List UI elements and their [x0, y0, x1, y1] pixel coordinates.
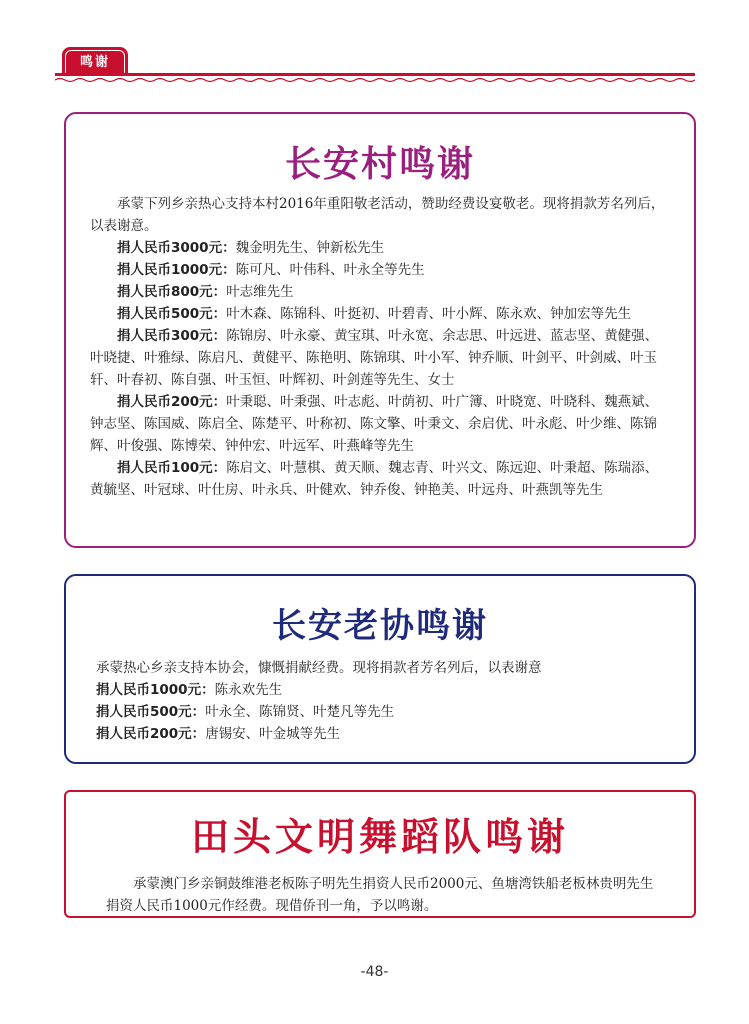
tier-label: 捐人民币1000元：	[96, 682, 215, 698]
donation-tier	[90, 457, 670, 501]
changan-village-thanks-box	[64, 112, 696, 548]
tiantou-dance-team-thanks-box	[64, 790, 696, 918]
section-title: 长安村鸣谢	[284, 144, 475, 185]
tier-names: 魏金明先生、钟新松先生	[235, 240, 385, 256]
tier-names: 唐锡安、叶金城等先生	[205, 726, 341, 742]
intro-paragraph: 承蒙澳门乡亲铜鼓维港老板陈子明先生捐资人民币2000元、鱼塘湾铁船老板林贵明先生捐资人民币1000元作经费。现借侨刊一角，予以鸣谢。	[106, 876, 654, 914]
donation-tier	[90, 391, 670, 457]
section-tab-label: 鸣谢	[79, 54, 110, 70]
tier-names: 叶志维先生	[226, 284, 294, 300]
tier-label: 捐人民币800元：	[117, 284, 227, 300]
section-content	[66, 193, 694, 501]
tier-label: 捐人民币200元：	[117, 394, 227, 410]
tier-label: 捐人民币500元：	[117, 306, 227, 322]
section-title: 田头文明舞蹈队鸣谢	[190, 815, 569, 859]
intro-paragraph: 承蒙下列乡亲热心支持本村2016年重阳敬老活动，赞助经费设宴敬老。现将捐款芳名列后，以表谢意。	[90, 196, 665, 234]
header-rule	[55, 73, 695, 76]
donation-tier	[96, 701, 670, 723]
section-title: 长安老协鸣谢	[272, 606, 488, 646]
intro-paragraph: 承蒙热心乡亲支持本协会，慷慨捐献经费。现将捐款者芳名列后，以表谢意	[96, 660, 542, 676]
tier-label: 捐人民币1000元：	[117, 262, 236, 278]
donation-tier	[96, 679, 670, 701]
donation-tier	[96, 723, 670, 745]
section-content	[66, 873, 694, 917]
tier-label: 捐人民币300元：	[117, 328, 227, 344]
tier-label: 捐人民币3000元：	[117, 240, 236, 256]
header-wave-divider	[55, 77, 695, 83]
tier-label: 捐人民币500元：	[96, 704, 206, 720]
tier-names: 陈可凡、叶伟科、叶永全等先生	[235, 262, 425, 278]
section-tab	[62, 47, 128, 73]
donation-tier	[90, 259, 670, 281]
tier-names: 陈锦房、叶永豪、黄宝琪、叶永宽、余志思、叶远进、蓝志坚、黄健强、叶晓捷、叶雅绿、陈启凡、黄健平、陈艳明、陈锦琪、叶小军、钟乔顺、叶剑平、叶剑威、叶玉轩、叶春初、陈自强、叶玉恒、叶辉初、叶剑莲等先生、女士	[90, 328, 659, 388]
donation-tier	[90, 237, 670, 259]
section-content	[66, 657, 694, 745]
changan-elderly-association-thanks-box	[64, 574, 696, 764]
tier-label: 捐人民币100元：	[117, 460, 227, 476]
tier-label: 捐人民币200元：	[96, 726, 206, 742]
donation-tier	[90, 303, 670, 325]
tier-names: 叶木森、陈锦科、叶挺初、叶碧青、叶小辉、陈永欢、钟加宏等先生	[226, 306, 632, 322]
tier-names: 叶秉聪、叶秉强、叶志彪、叶荫初、叶广簿、叶晓宽、叶晓科、魏燕斌、钟志坚、陈国威、陈启全、陈楚平、叶称初、陈文擎、叶秉文、余启优、叶永彪、叶少维、陈锦辉、叶俊强、陈博荣、钟仲宏、叶远军、叶燕峰等先生	[90, 394, 659, 454]
tier-names: 陈启文、叶慧棋、黄天顺、魏志青、叶兴文、陈远迎、叶秉超、陈瑞添、黄毓坚、叶冠球、叶仕房、叶永兵、叶健欢、钟乔俊、钟艳美、叶远舟、叶燕凯等先生	[90, 460, 659, 498]
tier-names: 叶永全、陈锦贤、叶楚凡等先生	[205, 704, 395, 720]
donation-tier	[90, 281, 670, 303]
donation-tier	[90, 325, 670, 391]
page-number: -48-	[360, 964, 389, 980]
tier-names: 陈永欢先生	[214, 682, 283, 698]
